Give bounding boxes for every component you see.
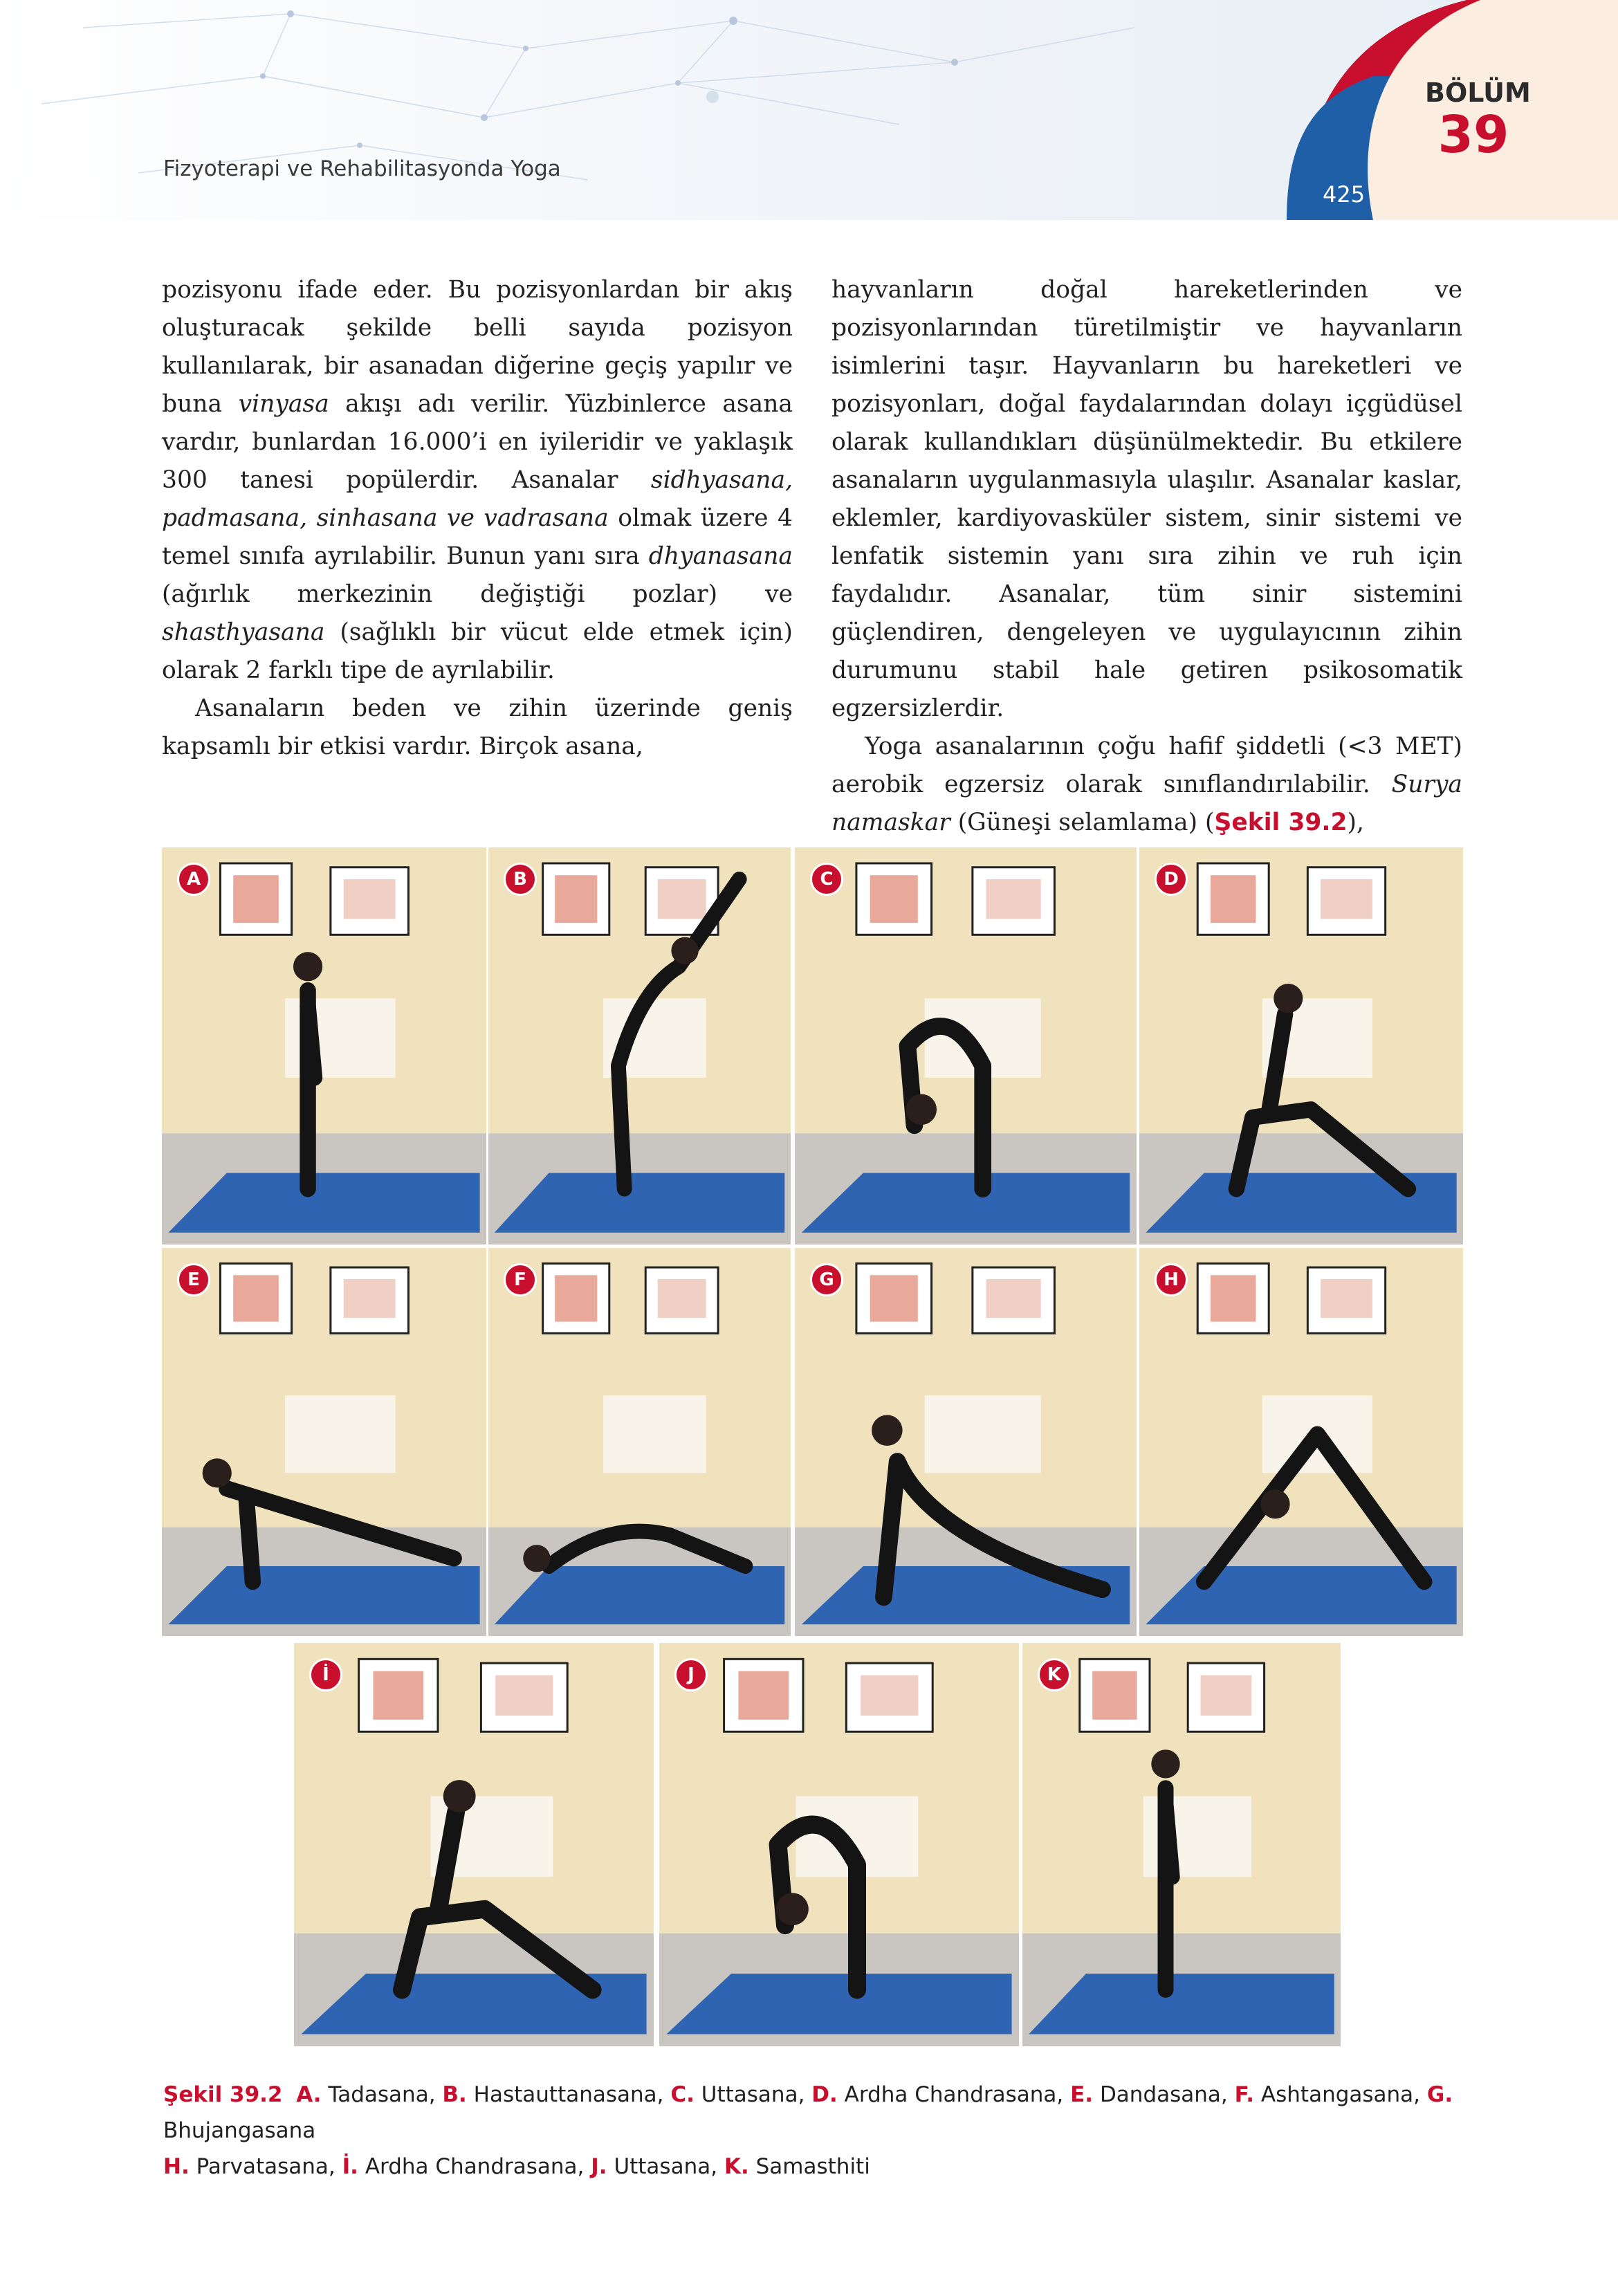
text-run: (sağlıklı bir vücut elde etmek için) olarak 2 farklı tipe de ayrılabilir.: [162, 618, 793, 684]
page-header: [0, 0, 1618, 220]
text-run: (ağırlık merkezinin değiştiği pozlar) ve: [162, 580, 793, 608]
caption-letter: K.: [724, 2154, 749, 2179]
caption-item: [724, 2154, 870, 2179]
caption-item: [591, 2154, 717, 2179]
paragraph: [162, 690, 793, 766]
text-run: ),: [1347, 809, 1364, 836]
panel-label: D: [1155, 863, 1188, 896]
yoga-photo: [488, 847, 791, 1245]
italic-term: sidhyasana, padmasana, sinhasana ve vadrasana: [162, 466, 793, 532]
caption-pose-name: Dandasana,: [1099, 2082, 1228, 2107]
yoga-photo: [1139, 1248, 1463, 1636]
caption-letter: A.: [296, 2082, 322, 2107]
caption-item: [296, 2082, 435, 2107]
figure-panel: [1022, 1643, 1341, 2046]
yoga-photo: [795, 847, 1137, 1245]
panel-label: E: [177, 1263, 210, 1296]
italic-term: shasthyasana: [162, 618, 325, 646]
caption-pose-name: Parvatasana,: [196, 2154, 335, 2179]
figure-panel: [1139, 847, 1463, 1245]
text-run: Yoga asanalarının çoğu hafif şiddetli (<3 MET) aerobik egzersiz olarak sınıflandırılabilir.: [831, 733, 1462, 798]
caption-item: [342, 2154, 585, 2179]
caption-pose-name: Bhujangasana: [163, 2118, 316, 2143]
caption-pose-name: Ardha Chandrasana,: [365, 2154, 585, 2179]
caption-item: [811, 2082, 1063, 2107]
caption-letter: E.: [1070, 2082, 1094, 2107]
italic-term: vinyasa: [238, 390, 329, 418]
text-column-left: [162, 271, 793, 766]
caption-label: Şekil 39.2: [163, 2082, 283, 2107]
figure-panel: [1139, 1248, 1463, 1636]
caption-letter: B.: [442, 2082, 467, 2107]
caption-pose-name: Tadasana,: [328, 2082, 436, 2107]
caption-item: [163, 2154, 335, 2179]
figure-panel: [162, 1248, 486, 1636]
text-run: Asanaların beden ve zihin üzerinde geniş kapsamlı bir etkisi vardır. Birçok asana,: [162, 695, 793, 760]
caption-item: [670, 2082, 805, 2107]
running-title: Fizyoterapi ve Rehabilitasyonda Yoga: [163, 156, 561, 181]
paragraph: [831, 271, 1462, 728]
yoga-photo: [162, 847, 486, 1245]
caption-letter: İ.: [342, 2154, 358, 2179]
panel-label: İ: [309, 1658, 342, 1691]
panel-label: C: [810, 863, 843, 896]
panel-label: K: [1038, 1658, 1071, 1691]
figure-panel: [488, 847, 791, 1245]
yoga-photo: [162, 1248, 486, 1636]
figure-panel: [488, 1248, 791, 1636]
panel-label: G: [810, 1263, 843, 1296]
figure-caption: [163, 2077, 1478, 2185]
caption-letter: D.: [811, 2082, 838, 2107]
caption-letter: J.: [591, 2154, 607, 2179]
caption-letter: G.: [1426, 2082, 1453, 2107]
panel-label: A: [177, 863, 210, 896]
figure-panel: [795, 847, 1137, 1245]
figure-panel: [162, 847, 486, 1245]
panel-label: J: [674, 1658, 708, 1691]
caption-pose-name: Ardha Chandrasana,: [844, 2082, 1064, 2107]
caption-letter: F.: [1234, 2082, 1255, 2107]
chapter-tab-shape: [0, 0, 1618, 220]
paragraph: [162, 271, 793, 690]
italic-term: Surya namaskar: [831, 771, 1462, 836]
text-run: akışı adı verilir. Yüzbinlerce asana vardır, bunlardan 16.000’i en iyileridir ve yaklaşık 300 tanesi popülerdir. Asanalar: [162, 390, 793, 494]
caption-pose-name: Uttasana,: [614, 2154, 718, 2179]
text-run: pozisyonu ifade eder. Bu pozisyonlardan bir akış oluşturacak şekilde belli sayıda pozisyon kullanılarak, bir asanadan diğerine geçiş yapılır ve buna: [162, 276, 793, 418]
yoga-photo: [294, 1643, 654, 2046]
figure-panel: [294, 1643, 654, 2046]
chapter-number: 39: [1437, 105, 1509, 165]
caption-pose-name: Hastauttanasana,: [473, 2082, 664, 2107]
chapter-label: BÖLÜM: [1425, 77, 1531, 108]
caption-item: [442, 2082, 663, 2107]
panel-label: B: [504, 863, 537, 896]
yoga-photo: [1139, 847, 1463, 1245]
italic-term: dhyanasana: [648, 542, 793, 570]
caption-pose-name: Ashtangasana,: [1260, 2082, 1421, 2107]
yoga-photo: [795, 1248, 1137, 1636]
text-run: hayvanların doğal hareketlerinden ve pozisyonlarından türetilmiştir ve hayvanların isimlerini taşır. Hayvanların bu hareketleri ve pozisyonları, doğal faydalarından dolayı içgüdüsel olarak kullandıkları düşünülmektedir. Bu etkilere asanaların uygulanmasıyla ulaşılır. Asanalar kaslar, eklemler, kardiyovasküler sistem, sinir sistemi ve lenfatik sistemin yanı sıra zihin ve ruh için faydalıdır. Asanalar, tüm sinir sistemini güçlendiren, dengeleyen ve uygulayıcının zihin durumunu stabil hale getiren psikosomatik egzersizlerdir.: [831, 276, 1462, 722]
page-number: 425: [1323, 181, 1366, 208]
panel-label: F: [504, 1263, 537, 1296]
text-run: olmak üzere 4 temel sınıfa ayrılabilir. Bunun yanı sıra: [162, 504, 793, 570]
caption-letter: H.: [163, 2154, 190, 2179]
caption-letter: C.: [670, 2082, 695, 2107]
text-column-right: [831, 271, 1462, 842]
figure-reference-link[interactable]: Şekil 39.2: [1214, 809, 1348, 836]
yoga-photo: [488, 1248, 791, 1636]
caption-pose-name: Uttasana,: [701, 2082, 805, 2107]
caption-pose-name: Samasthiti: [755, 2154, 870, 2179]
yoga-photo: [1022, 1643, 1341, 2046]
figure-panel: [659, 1643, 1019, 2046]
yoga-photo: [659, 1643, 1019, 2046]
figure-panel: [795, 1248, 1137, 1636]
caption-item: [1070, 2082, 1228, 2107]
panel-label: H: [1155, 1263, 1188, 1296]
paragraph: [831, 728, 1462, 842]
text-run: (Güneşi selamlama) (: [950, 809, 1215, 836]
caption-item: [1235, 2082, 1420, 2107]
